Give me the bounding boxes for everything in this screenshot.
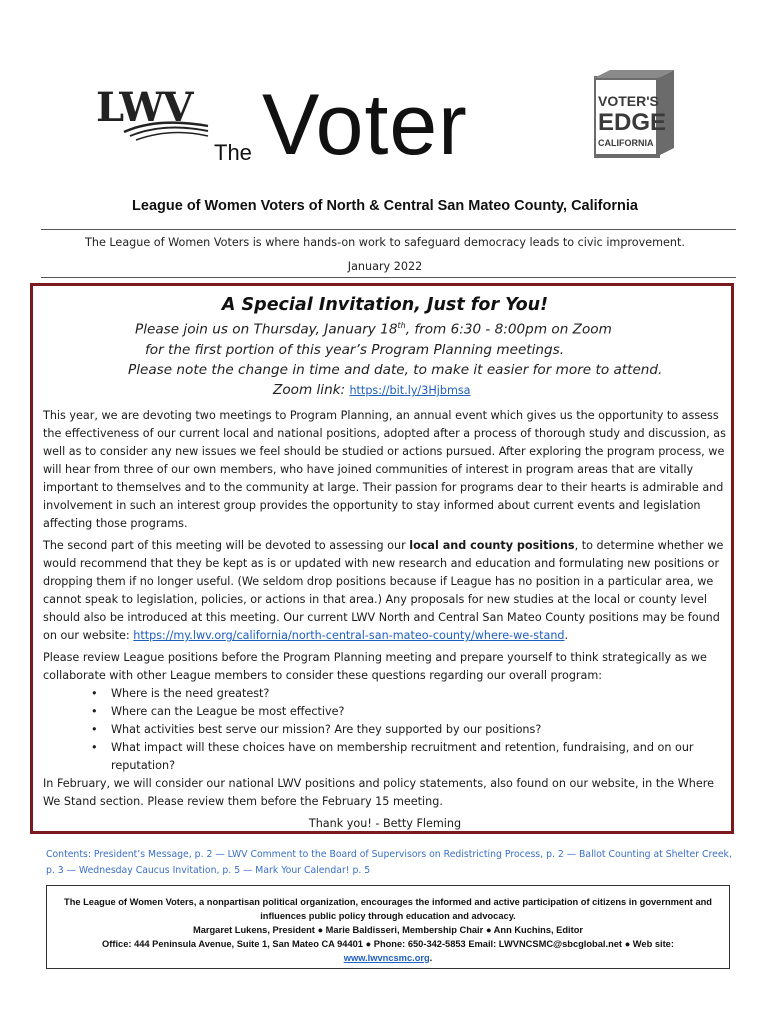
paragraph-program-planning: This year, we are devoting two meetings to Program Planning, an annual event which gives us the opportunity to assess the effectiveness of our current local and national positions, adopted after a process of thorough study and discussion, as well as to consider any new issues we feel should be studied or actions pursued. After exploring the program process, we will hear from three of our own members, who have joined communities of interest in program areas that are vitally important to themselves and to the community at large. Their passion for programs dear to their hearts is admirable and involvement in such an interest group provides the opportunity to stay informed about current events and legislation affecting those programs. (43, 409, 726, 530)
paragraph-review-positions: Please review League positions before the Program Planning meeting and prepare yourself to think strategically as we collaborate with other League members to consider these questions regarding our overall program: (43, 651, 707, 682)
invitation-line-1 (135, 321, 612, 338)
header-divider-top (41, 229, 736, 230)
issue-date: January 2022 (347, 260, 423, 273)
footer-box (46, 885, 730, 969)
invitation-line-1-sup: th (397, 321, 406, 330)
ve-logo-line1: VOTER'S (598, 93, 659, 109)
where-we-stand-link[interactable]: https://my.lwv.org/california/north-central-san-mateo-county/where-we-stand (133, 629, 565, 642)
para2-post: , to determine whether we would recommend that they be kept as is or updated with new research and education and formulating new positions or dropping them if no longer useful. (We seldom drop positions because if League has no position in a particular area, we cannot speak to legislation, policies, or actions in that area.) Any proposals for new studies at the local or county level should also be introduced at this meeting. Our current LWV North and Central San Mateo County positions may be found on our website: (43, 539, 724, 642)
lwv-logo-text: LWV (96, 84, 192, 131)
para2-bold: local and county positions (409, 539, 575, 552)
list-item: • Where can the League be most effective? (111, 703, 727, 721)
footer-website-line (63, 951, 713, 965)
voters-edge-logo (594, 70, 686, 162)
zoom-label: Zoom link: (273, 382, 350, 398)
thank-you-signature: Thank you! - Betty Fleming (308, 817, 462, 830)
paragraph-february: In February, we will consider our national LWV positions and policy statements, also found on our website, in the Where We Stand section. Please review them before the February 15 meeting. (43, 777, 715, 808)
league-name: League of Women Voters of North & Central San Mateo County, California (132, 198, 638, 214)
table-of-contents[interactable]: Contents: President’s Message, p. 2 — LWV Comment to the Board of Supervisors on Redistricting Process, p. 2 — Ballot Counting at Shelter Creek, p. 3 — Wednesday Caucus Invitation, p. 5 — Mark Your Calendar! p. 5 (46, 849, 732, 876)
ve-logo-line3: CALIFORNIA (598, 138, 654, 148)
list-item: • What activities best serve our mission? Are they supported by our positions? (111, 721, 727, 739)
paragraph-local-positions (43, 537, 727, 645)
website-link[interactable]: www.lwvncsmc.org (343, 953, 430, 963)
invitation-line-2: for the first portion of this year’s Program Planning meetings. (145, 342, 565, 358)
zoom-link-line (273, 382, 471, 398)
list-item: • What impact will these choices have on membership recruitment and retention, fundraising, and on our reputation? (111, 739, 727, 775)
lwv-logo (96, 86, 211, 142)
footer-website-end: . (429, 953, 433, 963)
invitation-line-3: Please note the change in time and date, to make it easier for more to attend. (128, 362, 663, 378)
invitation-body (43, 407, 727, 811)
title-voter: Voter (262, 77, 468, 173)
ve-logo-line2: EDGE (598, 109, 667, 136)
invitation-line-1-pre: Please join us on Thursday, January 18 (135, 321, 398, 338)
tagline: The League of Women Voters is where hands-on work to safeguard democracy leads to civic improvement. (85, 236, 685, 249)
list-item: • Where is the need greatest? (111, 685, 727, 703)
invitation-box (30, 283, 734, 834)
footer-officers: Margaret Lukens, President ● Marie Baldisseri, Membership Chair ● Ann Kuchins, Editor (192, 925, 584, 935)
para2-pre: The second part of this meeting will be devoted to assessing our (43, 539, 410, 552)
question-list (43, 685, 727, 775)
zoom-link[interactable]: https://bit.ly/3Hjbmsa (349, 384, 471, 397)
footer-contact: Office: 444 Peninsula Avenue, Suite 1, San Mateo CA 94401 ● Phone: 650-342-5853 Email: LWVNCSMC@sbcglobal.net ● Web site: (102, 939, 674, 949)
footer-mission: The League of Women Voters, a nonpartisan political organization, encourages the informed and active participation of citizens in government and influences public policy through education and advocacy. (64, 897, 712, 921)
lwv-swoosh-icon (96, 86, 211, 142)
invitation-heading: A Special Invitation, Just for You! (221, 295, 549, 315)
title-the: The (214, 140, 252, 165)
invitation-line-1-post: , from 6:30 - 8:00pm on Zoom (405, 321, 612, 338)
para2-end: . (564, 629, 569, 642)
header-divider-bottom (41, 277, 736, 278)
